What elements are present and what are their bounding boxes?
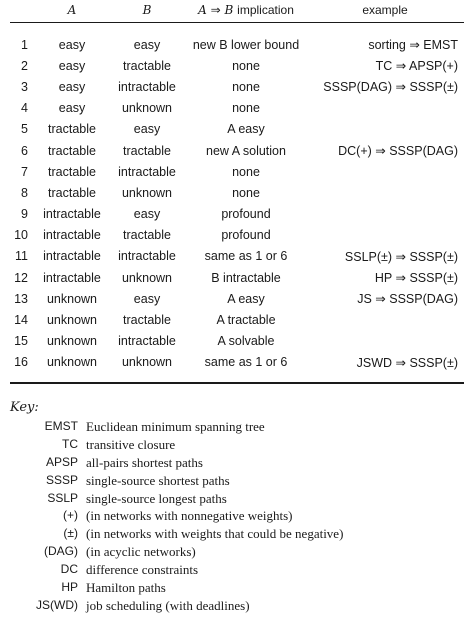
cell-b: tractable (123, 58, 171, 73)
cell-example (306, 98, 464, 119)
cell-b: intractable (118, 334, 176, 349)
cell-b: intractable (118, 249, 176, 264)
table-row (10, 331, 464, 352)
row-number: 3 (21, 79, 28, 94)
key-abbreviation: JS(WD) (36, 597, 78, 612)
key-item (12, 454, 343, 472)
row-number: 4 (21, 101, 28, 116)
key-definition: Hamilton paths (86, 580, 166, 596)
cell-implication: A easy (227, 291, 265, 306)
cell-b: intractable (118, 79, 176, 94)
key-definition: Euclidean minimum spanning tree (86, 419, 265, 434)
cell-example (306, 204, 464, 225)
key-definition: transitive closure (86, 436, 176, 452)
key-abbreviation: SSLP (47, 490, 78, 505)
cell-b: tractable (123, 228, 171, 243)
cell-a: tractable (48, 143, 96, 158)
key-abbreviation: APSP (45, 454, 78, 469)
cell-b: easy (133, 122, 161, 137)
cell-implication: same as 1 or 6 (204, 249, 288, 264)
table-row (10, 140, 464, 161)
cell-example: JS ⇒ SSSP(DAG) (357, 292, 458, 307)
cell-example (306, 119, 464, 140)
table-row (10, 161, 464, 182)
cell-b: easy (133, 37, 161, 52)
row-number: 1 (21, 37, 28, 52)
cell-a: easy (58, 101, 86, 116)
row-number: 8 (21, 185, 28, 200)
cell-b: unknown (121, 270, 173, 285)
cell-b: unknown (121, 355, 173, 370)
key-abbreviation: SSSP (45, 472, 78, 487)
cell-implication: B intractable (211, 270, 281, 285)
cell-a: unknown (46, 334, 98, 349)
key-abbreviation: (+) (63, 508, 78, 523)
cell-example (306, 182, 464, 203)
cell-b: easy (133, 207, 161, 222)
row-number: 15 (14, 334, 28, 349)
cell-example (306, 225, 464, 246)
row-number: 13 (14, 291, 28, 306)
key-abbreviation: EMST (44, 419, 78, 433)
cell-b: tractable (123, 313, 171, 328)
cell-example: TC ⇒ APSP(+) (375, 59, 458, 74)
cell-a: unknown (46, 291, 98, 306)
cell-example: SSSP(DAG) ⇒ SSSP(±) (323, 80, 458, 95)
cell-a: unknown (46, 355, 98, 370)
key-definition: (in networks with nonnegative weights) (86, 508, 293, 524)
cell-example: SSLP(±) ⇒ SSSP(±) (344, 249, 458, 264)
key-item (12, 597, 343, 615)
key-abbreviation: HP (61, 580, 78, 595)
key-item (12, 525, 343, 543)
cell-b: intractable (118, 164, 176, 179)
key-definition: (in networks with weights that could be negative) (86, 526, 344, 542)
table-row (10, 98, 464, 119)
cell-implication: A solvable (217, 334, 275, 349)
cell-implication: none (232, 79, 260, 94)
table-bottom-rule (10, 382, 464, 384)
row-number: 10 (14, 228, 28, 243)
cell-implication: same as 1 or 6 (204, 355, 288, 370)
cell-implication: none (232, 164, 260, 179)
cell-b: unknown (121, 185, 173, 200)
key-definition: single-source shortest paths (86, 472, 230, 488)
key-abbreviation: (DAG) (44, 544, 78, 559)
cell-example: sorting ⇒ EMST (368, 38, 458, 53)
key-abbreviation: (±) (63, 526, 78, 541)
table-row (10, 76, 464, 97)
header-number (10, 0, 36, 20)
cell-a: easy (58, 79, 86, 94)
cell-example: DC(+) ⇒ SSSP(DAG) (338, 144, 458, 159)
row-number: 14 (14, 313, 28, 328)
cell-a: tractable (48, 185, 96, 200)
row-number: 5 (21, 122, 28, 137)
cell-implication: none (232, 101, 260, 116)
table-row (10, 309, 464, 330)
row-number: 7 (21, 164, 28, 179)
cell-example: JSWD ⇒ SSSP(±) (356, 355, 458, 370)
key-item (12, 543, 343, 561)
cell-implication: new A solution (206, 143, 286, 158)
key-definition: job scheduling (with deadlines) (86, 597, 250, 613)
header-example: example (362, 3, 408, 17)
cell-example: HP ⇒ SSSP(±) (374, 271, 458, 286)
row-number: 11 (15, 249, 28, 264)
cell-a: easy (58, 37, 86, 52)
key-definition: difference constraints (86, 562, 199, 578)
header-implication-b: B (224, 3, 234, 17)
key-item (12, 507, 343, 525)
row-number: 9 (21, 207, 28, 222)
cell-example (306, 309, 464, 330)
header-a: A (67, 3, 77, 17)
table-row (10, 182, 464, 203)
key-item (12, 436, 343, 454)
row-number: 2 (21, 58, 28, 73)
key-list (12, 418, 343, 615)
header-b: B (142, 3, 152, 17)
table-row (10, 352, 464, 373)
cell-implication: A tractable (216, 313, 276, 328)
row-number: 16 (14, 355, 28, 370)
cell-implication: A easy (227, 122, 265, 137)
table-row (10, 119, 464, 140)
key-definition: all-pairs shortest paths (86, 454, 203, 470)
table-row (10, 246, 464, 267)
key-item (12, 490, 343, 508)
key-title: Key: (10, 400, 39, 415)
header-implication-arrow: ⇒ (210, 3, 221, 17)
key-item (12, 579, 343, 597)
key-definition: single-source longest paths (86, 490, 227, 506)
table-row (10, 55, 464, 76)
cell-a: intractable (43, 228, 101, 243)
table-row (10, 225, 464, 246)
row-number: 6 (21, 143, 28, 158)
cell-implication: none (232, 185, 260, 200)
cell-implication: none (232, 58, 260, 73)
key-item (12, 472, 343, 490)
cell-a: easy (58, 58, 86, 73)
cell-a: intractable (43, 270, 101, 285)
table-row (10, 204, 464, 225)
key-abbreviation: TC (62, 436, 78, 451)
header-row (10, 0, 464, 20)
header-rule (10, 22, 464, 23)
cell-example (306, 161, 464, 182)
table-row (10, 267, 464, 288)
cell-implication: profound (221, 207, 271, 222)
key-item (12, 561, 343, 579)
header-implication (186, 0, 306, 20)
cell-b: easy (133, 291, 161, 306)
key-abbreviation: DC (60, 562, 78, 577)
cell-a: intractable (43, 207, 101, 222)
cell-a: intractable (43, 249, 101, 264)
cell-implication: profound (221, 228, 271, 243)
table-row (10, 288, 464, 309)
row-number: 12 (14, 270, 28, 285)
header-implication-word: implication (237, 3, 294, 17)
cell-b: tractable (123, 143, 171, 158)
key-definition: (in acyclic networks) (86, 544, 196, 560)
header-implication-a: A (198, 3, 207, 17)
cell-implication: new B lower bound (192, 37, 300, 52)
cell-a: tractable (48, 164, 96, 179)
cell-a: unknown (46, 313, 98, 328)
implications-table (10, 0, 464, 373)
key-item (12, 418, 343, 436)
cell-b: unknown (121, 101, 173, 116)
cell-a: tractable (48, 122, 96, 137)
table-row (10, 34, 464, 55)
cell-example (306, 331, 464, 352)
